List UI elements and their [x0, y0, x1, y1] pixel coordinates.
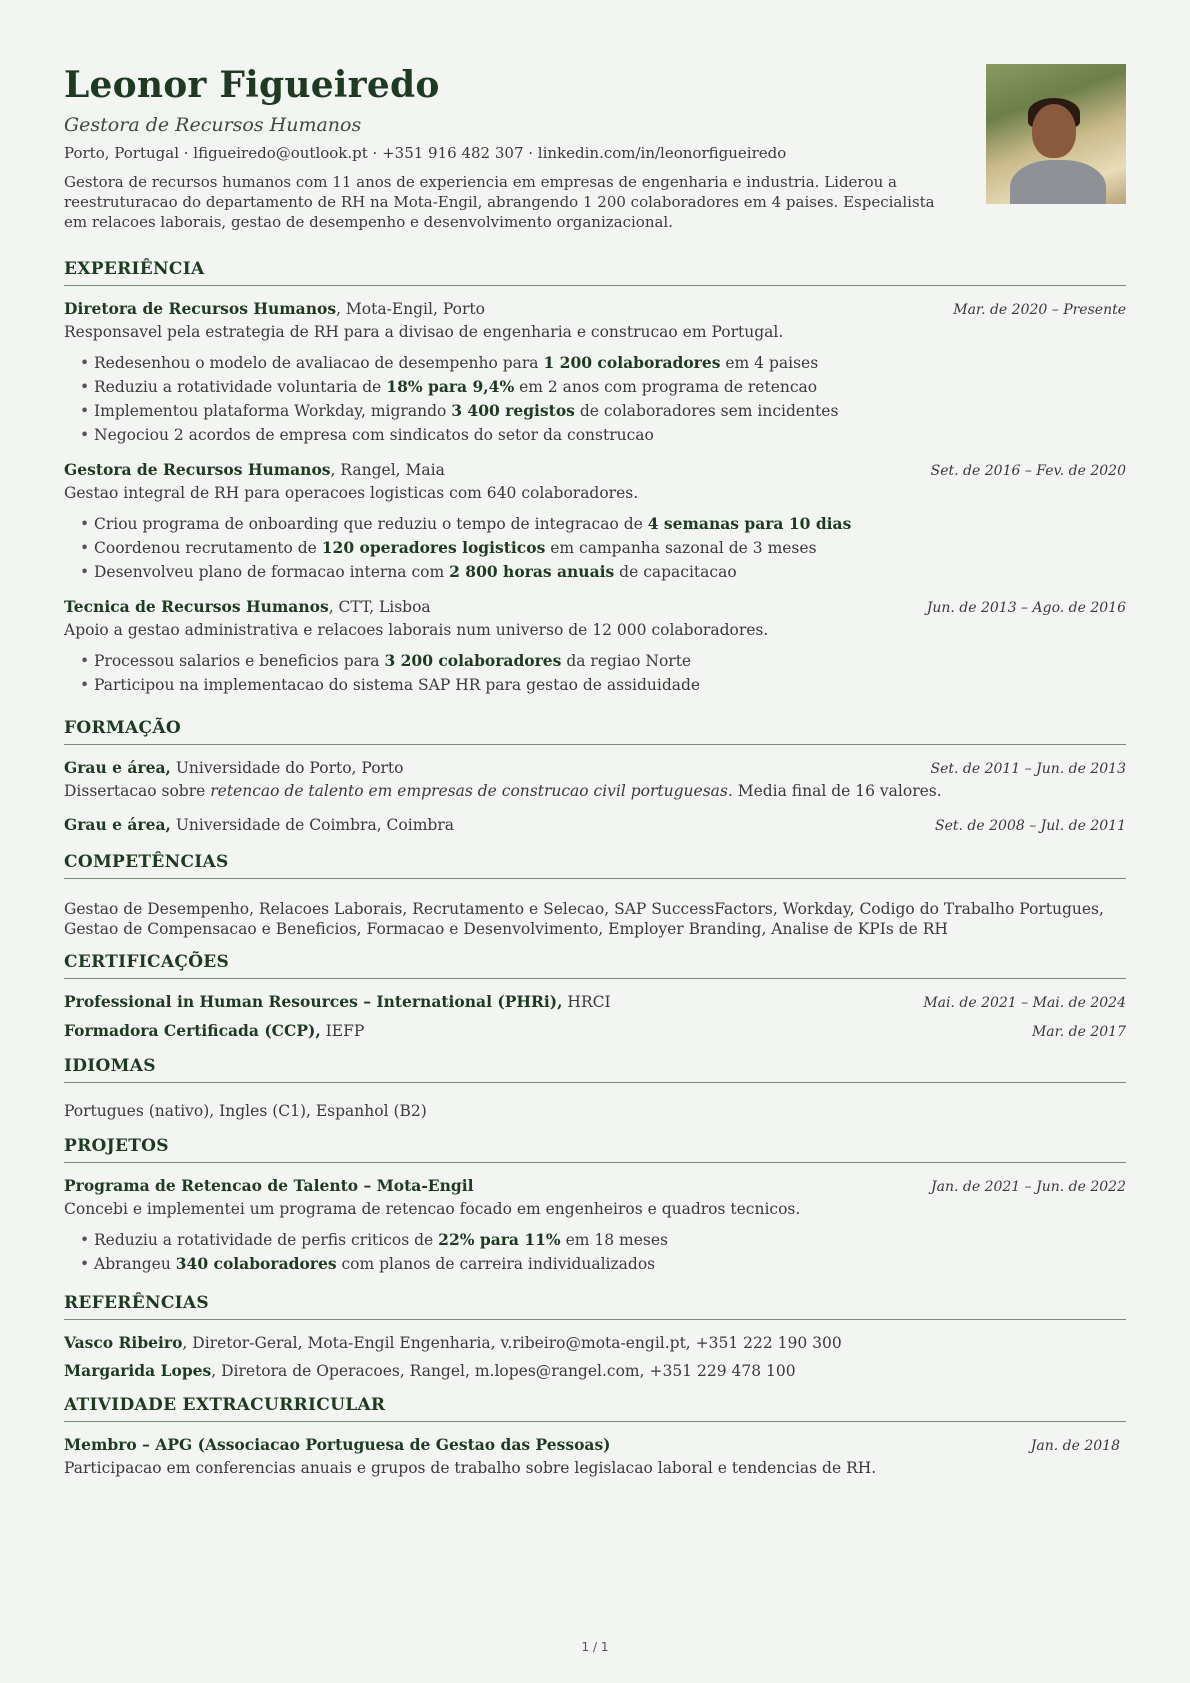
bullet-highlight: 22% para 11% — [438, 1230, 561, 1249]
skills-section — [64, 851, 1126, 939]
job-org: , CTT, Lisboa — [328, 598, 431, 616]
bullet-item — [94, 351, 1126, 375]
entry-head — [64, 757, 1126, 780]
reference-entry — [64, 1360, 1126, 1382]
education-section — [64, 717, 1126, 837]
cert-name: Formadora Certificada (CCP), — [64, 1021, 321, 1040]
bullet-item — [94, 375, 1126, 399]
entry-title — [64, 1175, 473, 1197]
bullet-text: de capacitacao — [614, 563, 737, 581]
entry-head — [64, 298, 1126, 321]
bullet-text: Criou programa de onboarding que reduziu o tempo de integracao de — [94, 515, 648, 533]
section-title-extracurricular: ATIVIDADE EXTRACURRICULAR — [64, 1394, 1126, 1422]
degree: Grau e área, — [64, 758, 171, 777]
experience-entry — [64, 298, 1126, 447]
candidate-name: Leonor Figueiredo — [64, 64, 440, 106]
experience-entry — [64, 596, 1126, 697]
entry-title — [64, 459, 445, 481]
entry-title — [64, 757, 404, 779]
bullet-text: em 4 paises — [720, 354, 819, 372]
bullet-list — [64, 512, 1126, 584]
bullet-text: Reduziu a rotatividade voluntaria de — [94, 378, 387, 396]
bullet-item — [94, 423, 1126, 447]
experience-section — [64, 258, 1126, 697]
section-title-certifications: CERTIFICAÇÕES — [64, 951, 1126, 979]
bullet-item — [94, 649, 1126, 673]
bullet-text: Coordenou recrutamento de — [94, 539, 322, 557]
bullet-list — [64, 1228, 1126, 1276]
section-title-projects: PROJETOS — [64, 1135, 1126, 1163]
bullet-item — [94, 1252, 1126, 1276]
entry-date: Mar. de 2017 — [1031, 1024, 1126, 1040]
contact-line: Porto, Portugal · lfigueiredo@outlook.pt · +351 916 482 307 · linkedin.com/in/leonorfigueiredo — [64, 144, 787, 162]
bullet-text: Negociou 2 acordos de empresa com sindicatos do setor da construcao — [94, 426, 654, 444]
bullet-item — [94, 399, 1126, 423]
bullet-highlight: 18% para 9,4% — [386, 377, 515, 396]
desc-text: . Media final de 16 valores. — [727, 782, 942, 800]
certification-entry — [64, 1020, 1126, 1043]
bullet-highlight: 3 400 registos — [451, 401, 575, 420]
page-number: 1 / 1 — [581, 1640, 609, 1654]
experience-entry — [64, 459, 1126, 584]
bullet-list — [64, 351, 1126, 447]
bullet-text: Abrangeu — [94, 1255, 176, 1273]
section-title-references: REFERÊNCIAS — [64, 1292, 1126, 1320]
summary: Gestora de recursos humanos com 11 anos de experiencia em empresas de engenharia e industria. Liderou a reestruturacao do departamento de RH na Mota-Engil, abrangendo 1 200 colaboradores em 4 paises. Especialista em relacoes laborais, gestao de desempenho e desenvolvimento organizacional. — [64, 173, 935, 231]
entry-description: Participacao em conferencias anuais e grupos de trabalho sobre legislacao laboral e tendencias de RH. — [64, 1459, 877, 1477]
languages-section — [64, 1055, 1126, 1121]
education-entry — [64, 757, 1126, 802]
bullet-text: Desenvolveu plano de formacao interna com — [94, 563, 450, 581]
certifications-section — [64, 951, 1126, 1043]
profile-photo — [986, 64, 1126, 204]
bullet-text: em campanha sazonal de 3 meses — [545, 539, 817, 557]
entry-date: Jan. de 2021 – Jun. de 2022 — [931, 1179, 1126, 1195]
skills-text: Gestao de Desempenho, Relacoes Laborais, Recrutamento e Selecao, SAP SuccessFactors, Workday, Codigo do Trabalho Portugues, Gestao de Compensacao e Beneficios, Formacao e Desenvolvimento, Employer Branding, Analise de KPIs de RH — [64, 900, 1104, 938]
header-text — [64, 62, 954, 232]
school: Universidade do Porto, Porto — [170, 759, 404, 777]
entry-title — [64, 814, 454, 836]
entry-title — [64, 1020, 364, 1042]
job-role: Diretora de Recursos Humanos — [64, 299, 337, 318]
entry-head — [64, 1434, 1126, 1457]
job-role: Tecnica de Recursos Humanos — [64, 597, 329, 616]
bullet-highlight: 2 800 horas anuais — [449, 562, 615, 581]
photo-shoulders — [1010, 160, 1106, 204]
project-entry — [64, 1175, 1126, 1276]
extracurricular-section — [64, 1394, 1126, 1479]
entry-date: Set. de 2008 – Jul. de 2011 — [935, 818, 1126, 834]
bullet-item — [94, 560, 1126, 584]
entry-description — [64, 780, 1126, 802]
entry-head — [64, 814, 1126, 837]
bullet-highlight: 3 200 colaboradores — [384, 651, 562, 670]
bullet-item — [94, 1228, 1126, 1252]
entry-description: Concebi e implementei um programa de retencao focado em engenheiros e quadros tecnicos. — [64, 1200, 801, 1218]
cert-issuer: IEFP — [320, 1022, 365, 1040]
bullet-text: Processou salarios e beneficios para — [94, 652, 385, 670]
education-entry — [64, 814, 1126, 837]
entry-date: Set. de 2016 – Fev. de 2020 — [930, 463, 1126, 479]
bullet-text: em 2 anos com programa de retencao — [514, 378, 818, 396]
bullet-text: Redesenhou o modelo de avaliacao de desempenho para — [94, 354, 544, 372]
entry-title — [64, 596, 431, 618]
job-org: , Rangel, Maia — [330, 461, 445, 479]
school: Universidade de Coimbra, Coimbra — [170, 816, 454, 834]
bullet-item — [94, 673, 1126, 697]
section-title-education: FORMAÇÃO — [64, 717, 1126, 745]
degree: Grau e área, — [64, 815, 171, 834]
entry-title — [64, 1434, 611, 1456]
entry-date: Jun. de 2013 – Ago. de 2016 — [926, 600, 1126, 616]
bullet-text: de colaboradores sem incidentes — [574, 402, 839, 420]
bullet-item — [94, 512, 1126, 536]
entry-head — [64, 459, 1126, 482]
bullet-text: com planos de carreira individualizados — [336, 1255, 656, 1273]
reference-name: Margarida Lopes — [64, 1361, 212, 1380]
entry-title — [64, 991, 611, 1013]
entry-head — [64, 1175, 1126, 1198]
entry-title — [64, 298, 485, 320]
section-title-skills: COMPETÊNCIAS — [64, 851, 1126, 879]
project-name: Programa de Retencao de Talento – Mota-Engil — [64, 1176, 474, 1195]
photo-face — [1032, 104, 1076, 158]
desc-text: Dissertacao sobre — [64, 782, 211, 800]
job-org: , Mota-Engil, Porto — [336, 300, 485, 318]
bullet-highlight: 4 semanas para 10 dias — [647, 514, 852, 533]
bullet-list — [64, 649, 1126, 697]
extracurricular-entry — [64, 1434, 1126, 1479]
reference-detail: , Diretora de Operacoes, Rangel, m.lopes@rangel.com, +351 229 478 100 — [211, 1362, 796, 1380]
bullet-highlight: 1 200 colaboradores — [543, 353, 721, 372]
entry-date: Mar. de 2020 – Presente — [953, 302, 1126, 318]
desc-emphasis: retencao de talento em empresas de construcao civil portuguesas — [210, 782, 728, 800]
entry-head — [64, 596, 1126, 619]
reference-detail: , Diretor-Geral, Mota-Engil Engenharia, v.ribeiro@mota-engil.pt, +351 222 190 300 — [182, 1334, 842, 1352]
references-section — [64, 1292, 1126, 1382]
entry-date: Mai. de 2021 – Mai. de 2024 — [923, 995, 1126, 1011]
entry-date: Jan. de 2018 — [1030, 1438, 1120, 1454]
certification-entry — [64, 991, 1126, 1014]
candidate-headline: Gestora de Recursos Humanos — [64, 114, 362, 136]
section-title-experience: EXPERIÊNCIA — [64, 258, 1126, 286]
bullet-text: da regiao Norte — [561, 652, 692, 670]
cert-issuer: HRCI — [562, 993, 611, 1011]
entry-description: Apoio a gestao administrativa e relacoes laborais num universo de 12 000 colaboradores. — [64, 621, 769, 639]
bullet-highlight: 120 operadores logisticos — [321, 538, 546, 557]
bullet-text: em 18 meses — [560, 1231, 668, 1249]
bullet-highlight: 340 colaboradores — [175, 1254, 337, 1273]
bullet-item — [94, 536, 1126, 560]
bullet-text: Implementou plataforma Workday, migrando — [94, 402, 452, 420]
bullet-text: Reduziu a rotatividade de perfis criticos de — [94, 1231, 439, 1249]
projects-section — [64, 1135, 1126, 1276]
reference-name: Vasco Ribeiro — [64, 1333, 183, 1352]
cert-name: Professional in Human Resources – International (PHRi), — [64, 992, 563, 1011]
resume-header — [64, 62, 1126, 232]
bullet-text: Participou na implementacao do sistema SAP HR para gestao de assiduidade — [94, 676, 701, 694]
entry-description: Responsavel pela estrategia de RH para a divisao de engenharia e construcao em Portugal. — [64, 323, 784, 341]
languages-text: Portugues (nativo), Ingles (C1), Espanhol (B2) — [64, 1102, 427, 1120]
reference-entry — [64, 1332, 1126, 1354]
job-role: Gestora de Recursos Humanos — [64, 460, 331, 479]
section-title-languages: IDIOMAS — [64, 1055, 1126, 1083]
activity-name: Membro – APG (Associacao Portuguesa de Gestao das Pessoas) — [64, 1435, 611, 1454]
entry-date: Set. de 2011 – Jun. de 2013 — [930, 761, 1126, 777]
entry-description: Gestao integral de RH para operacoes logisticas com 640 colaboradores. — [64, 484, 639, 502]
